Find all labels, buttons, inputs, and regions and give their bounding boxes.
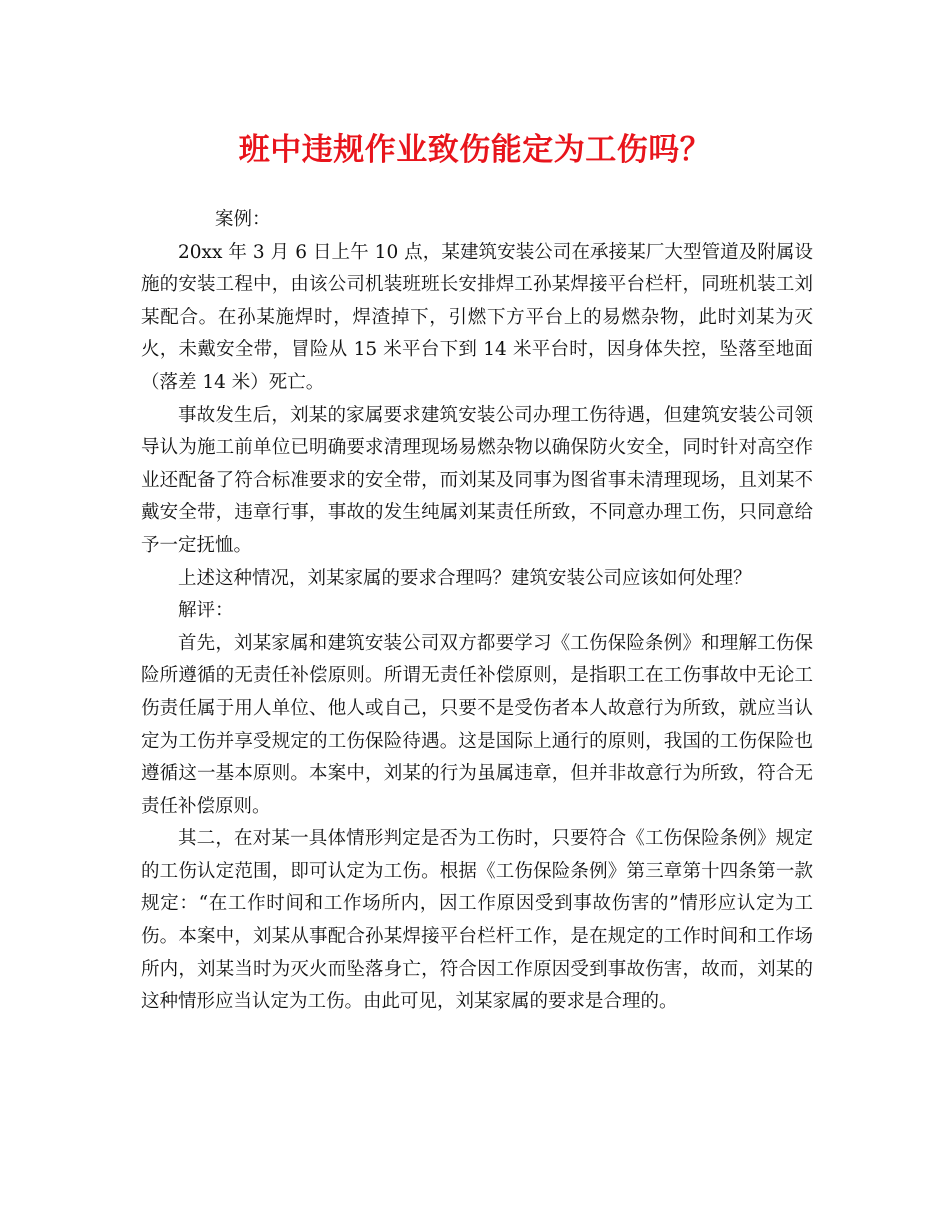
review-label: 解评： (178, 600, 234, 622)
case-question: 上述这种情况，刘某家属的要求合理吗？建筑安装公司应该如何处理？ (178, 567, 752, 589)
analysis-paragraph-2: 其二，在对某一具体情形判定是否为工伤时，只要符合《工伤保险条例》规定的工伤认定范围，即可认定为工伤。根据《工伤保险条例》第三章第十四条第一款规定：“在工作时间和工作场所内，因工作原因受到事故伤害的”情形应认定为工伤。本案中，刘某从事配合孙某焊接平台栏杆工作，是在规定的工作时间和工作场所内，刘某当时为灭火而坠落身亡，符合因工作原因受到事故伤害，故而，刘某的这种情形应当认定为工伤。由此可见，刘某家属的要求是合理的。 (141, 828, 813, 1013)
document-body (141, 204, 813, 1019)
case-label: 案例： (215, 209, 271, 230)
case-paragraph-2: 事故发生后，刘某的家属要求建筑安装公司办理工伤待遇，但建筑安装公司领导认为施工前单位已明确要求清理现场易燃杂物以确保防火安全，同时针对高空作业还配备了符合标准要求的安全带，而刘某及同事为图省事未清理现场，且刘某不戴安全带，违章行事，事故的发生纯属刘某责任所致，不同意办理工伤，只同意给予一定抚恤。 (141, 404, 813, 556)
document-title: 班中违规作业致伤能定为工伤吗？ (238, 132, 712, 168)
analysis-paragraph-1: 首先，刘某家属和建筑安装公司双方都要学习《工伤保险条例》和理解工伤保险所遵循的无责任补偿原则。所谓无责任补偿原则，是指职工在工伤事故中无论工伤责任属于用人单位、他人或自己，只要不是受伤者本人故意行为所致，就应当认定为工伤并享受规定的工伤保险待遇。这是国际上通行的原则，我国的工伤保险也遵循这一基本原则。本案中，刘某的行为虽属违章，但并非故意行为所致，符合无责任补偿原则。 (141, 632, 813, 817)
case-paragraph-1: 20xx 年 3 月 6 日上午 10 点，某建筑安装公司在承接某厂大型管道及附属设施的安装工程中，由该公司机装班班长安排焊工孙某焊接平台栏杆，同班机装工刘某配合。在孙某施焊时，焊渣掉下，引燃下方平台上的易燃杂物，此时刘某为灭火，未戴安全带，冒险从 15 米平台下到 14 米平台时，因身体失控，坠落至地面（落差 14 米）死亡。 (141, 241, 813, 393)
